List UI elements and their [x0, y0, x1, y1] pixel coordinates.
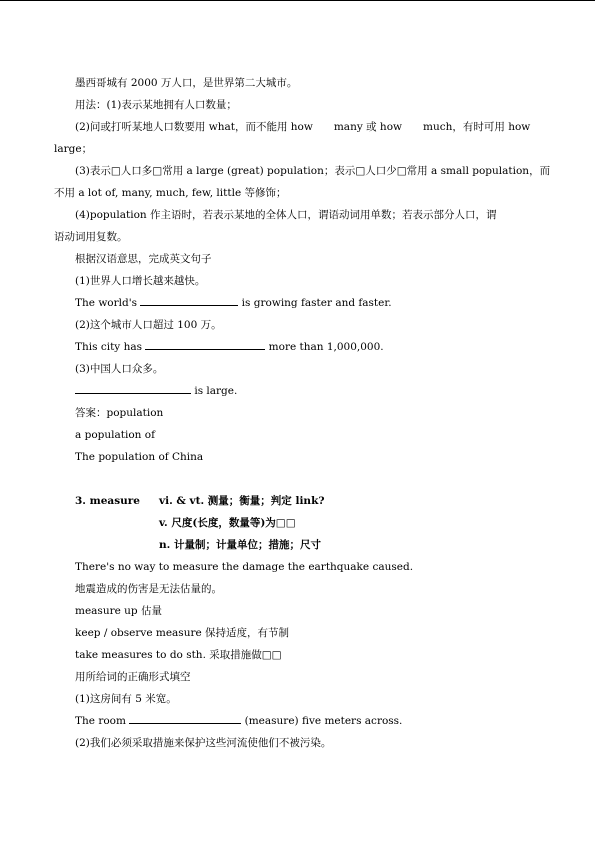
- vocab-entry-measure: [54, 490, 542, 512]
- exercise-question: (1)这房间有 5 米宽。: [75, 693, 177, 705]
- document-body: [54, 72, 551, 754]
- phrase: keep / observe measure 保持适度，有节制: [75, 627, 290, 639]
- text-line: large；: [54, 143, 93, 155]
- vocab-definition: vi. & vt. 测量；衡量；判定 link?: [159, 495, 325, 507]
- answer-blank: [75, 382, 191, 394]
- exercise-question: (2)我们必须采取措施来保护这些河流使他们不被污染。: [75, 737, 332, 749]
- answer-blank: [145, 338, 265, 350]
- question-3-answer-line: [54, 380, 542, 402]
- text: is growing faster and faster.: [238, 297, 392, 309]
- text-line: (4)population 作主语时，若表示某地的全体人口，谓语动词用单数；若表示部分人口，谓: [75, 209, 497, 221]
- text-line: 不用 a lot of, many, much, few, little 等修饰；: [54, 187, 287, 199]
- exercise-answer-line: [54, 710, 542, 732]
- exercise-instruction: 用所给词的正确形式填空: [75, 671, 191, 683]
- example-translation: 地震造成的伤害是无法估量的。: [75, 583, 222, 595]
- text: is large.: [191, 385, 238, 397]
- top-rule: [0, 0, 595, 1]
- text-line: (3)表示□人口多□常用 a large (great) population；表示□人口少□常用 a small population，而: [75, 165, 551, 177]
- text: The world's: [75, 297, 141, 309]
- vocab-word: 3. measure: [75, 495, 140, 507]
- text-line: 墨西哥城有 2000 万人口，是世界第二大城市。: [75, 77, 298, 89]
- question-1-answer-line: [54, 292, 542, 314]
- phrase: take measures to do sth. 采取措施做□□: [75, 649, 282, 661]
- text-line: 用法：(1)表示某地拥有人口数量；: [75, 99, 237, 111]
- text: more than 1,000,000.: [265, 341, 384, 353]
- answer-line: a population of: [75, 429, 155, 441]
- text-line: 根据汉语意思，完成英文句子: [75, 253, 212, 265]
- phrase: measure up 估量: [75, 605, 162, 617]
- example-sentence: There's no way to measure the damage the earthquake caused.: [75, 561, 414, 573]
- answer-blank: [129, 712, 241, 724]
- question-3: (3)中国人口众多。: [75, 363, 164, 375]
- answer-line: The population of China: [75, 451, 204, 463]
- question-2-answer-line: [54, 336, 542, 358]
- answer-label: 答案：population: [75, 407, 164, 419]
- question-2: (2)这个城市人口超过 100 万。: [75, 319, 222, 331]
- text: This city has: [75, 341, 146, 353]
- answer-blank: [140, 294, 238, 306]
- spacer: [54, 468, 542, 490]
- question-1: (1)世界人口增长越来越快。: [75, 275, 206, 287]
- vocab-definition: n. 计量制；计量单位；措施；尺寸: [159, 539, 321, 551]
- text: The room: [75, 715, 130, 727]
- vocab-definition: v. 尺度(长度，数量等)为□□: [159, 517, 296, 529]
- text-line: (2)问或打听某地人口数要用 what，而不能用 how many 或 how much，有时可用 how: [75, 121, 531, 133]
- text: (measure) five meters across.: [241, 715, 403, 727]
- text-line: 语动词用复数。: [54, 231, 128, 243]
